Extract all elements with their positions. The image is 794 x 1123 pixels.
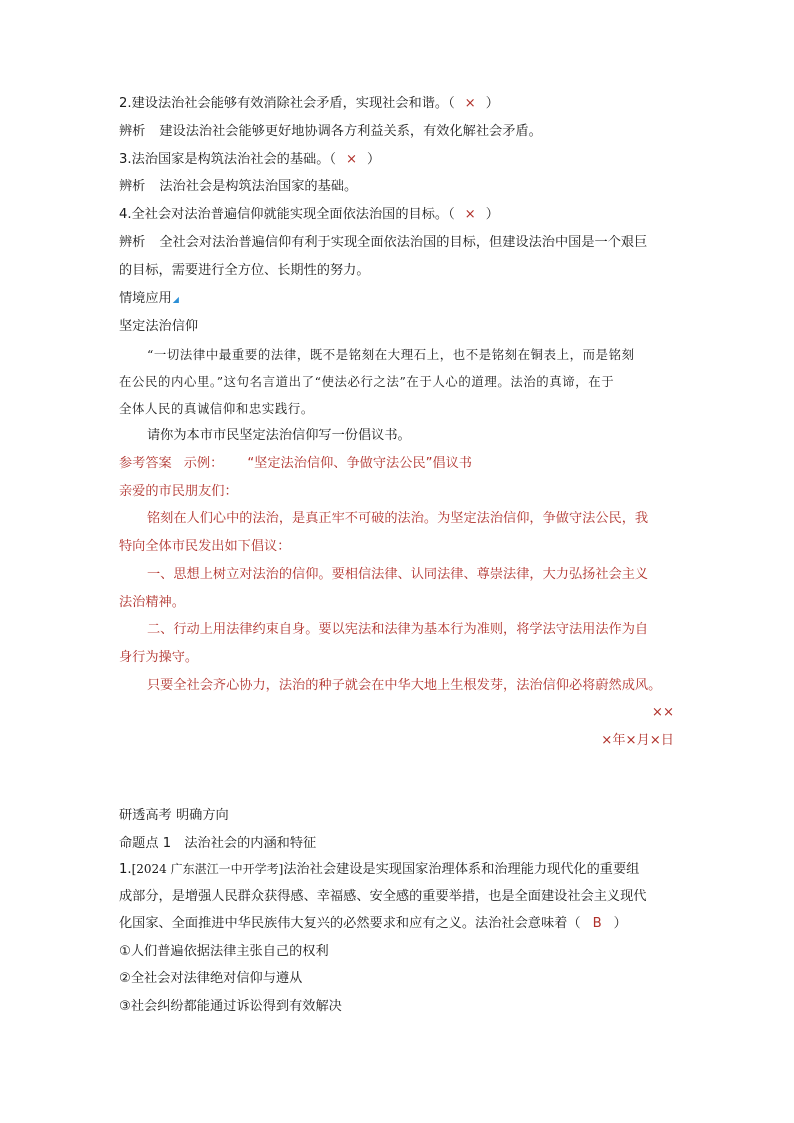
paragraph-line: 法治精神。 [119, 595, 185, 610]
scenario-title: 坚定法治信仰 [119, 319, 199, 334]
date: ×年×月×日 [601, 733, 674, 748]
question-3: 3.法治国家是构筑法治社会的基础。（ × ） [119, 152, 381, 167]
paragraph-line: 特向全体市民发出如下倡议： [119, 539, 291, 554]
analysis-label: 辨析 [119, 235, 146, 250]
analysis-3: 辨析 法治社会是构筑法治国家的基础。 [119, 179, 358, 194]
option-1: ①人们普遍依据法律主张自己的权利 [119, 944, 329, 959]
question-1-line1: 1.[2024 广东湛江一中开学考]法治社会建设是实现国家治理体系和治理能力现代化的重要组 [119, 862, 640, 877]
quote-line: “一切法律中最重要的法律，既不是铭刻在大理石上，也不是铭刻在铜表上，而是铭刻 [147, 347, 635, 362]
answer-mark: × [464, 96, 476, 111]
analysis-2: 辨析 建设法治社会能够更好地协调各方利益关系，有效化解社会矛盾。 [119, 124, 542, 139]
paragraph-line: 一、思想上树立对法治的信仰。要相信法律、认同法律、尊崇法律，大力弘扬社会主义 [147, 567, 649, 582]
option-2: ②全社会对法律绝对信仰与遵从 [119, 971, 303, 986]
reference-answer-label: 参考答案 [119, 456, 172, 471]
triangle-marker-icon: ◢ [172, 295, 179, 304]
greeting: 亲爱的市民朋友们： [119, 484, 238, 499]
paragraph-line: 只要全社会齐心协力，法治的种子就会在中华大地上生根发芽，法治信仰必将蔚然成风。 [147, 678, 662, 693]
quote-line: 全体人民的真诚信仰和忠实践行。 [119, 401, 314, 416]
option-3: ③社会纠纷都能通过诉讼得到有效解决 [119, 999, 342, 1014]
scenario-task: 请你为本市市民坚定法治信仰写一份倡议书。 [147, 428, 411, 443]
proposal-title: “坚定法治信仰、争做守法公民”倡议书 [247, 456, 472, 471]
analysis-4-line1: 辨析 全社会对法治普遍信仰有利于实现全面依法治国的目标，但建设法治中国是一个艰巨 [119, 235, 648, 250]
analysis-label: 辨析 [119, 124, 146, 139]
topic-heading: 命题点 1 法治社会的内涵和特征 [119, 836, 317, 851]
analysis-4-line2: 的目标，需要进行全方位、长期性的努力。 [119, 263, 370, 278]
answer-mark: × [345, 152, 358, 167]
paragraph-line: 二、行动上用法律约束自身。要以宪法和法律为基本行为准则，将学法守法用法作为自 [147, 622, 649, 637]
question-1-line2: 成部分，是增强人民群众获得感、幸福感、安全感的重要举措，也是全面建设社会主义现代 [119, 889, 647, 904]
question-2: 2.建设法治社会能够有效消除社会矛盾，实现社会和谐。（ × ） [119, 96, 499, 111]
question-source: [2024 广东湛江一中开学考] [131, 862, 284, 876]
analysis-label: 辨析 [119, 179, 146, 194]
question-4: 4.全社会对法治普遍信仰就能实现全面依法治国的目标。（ × ） [119, 207, 499, 222]
question-1-line3: 化国家、全面推进中华民族伟大复兴的必然要求和应有之义。法治社会意味着（ B ） [119, 916, 627, 931]
paragraph-line: 铭刻在人们心中的法治，是真正牢不可破的法治。为坚定法治信仰，争做守法公民，我 [147, 511, 649, 526]
answer-choice: B [592, 916, 602, 931]
reference-answer-header: 参考答案 示例： “坚定法治信仰、争做守法公民”倡议书 [119, 456, 472, 471]
scenario-heading: 情境应用◢ [119, 291, 179, 306]
answer-mark: × [464, 207, 476, 222]
quote-line: 在公民的内心里。”这句名言道出了“使法必行之法”在于人心的道理。法治的真谛，在于 [119, 374, 615, 389]
paragraph-line: 身行为操守。 [119, 650, 199, 665]
signature: ×× [651, 705, 674, 720]
section-title: 研透高考 明确方向 [119, 808, 229, 823]
